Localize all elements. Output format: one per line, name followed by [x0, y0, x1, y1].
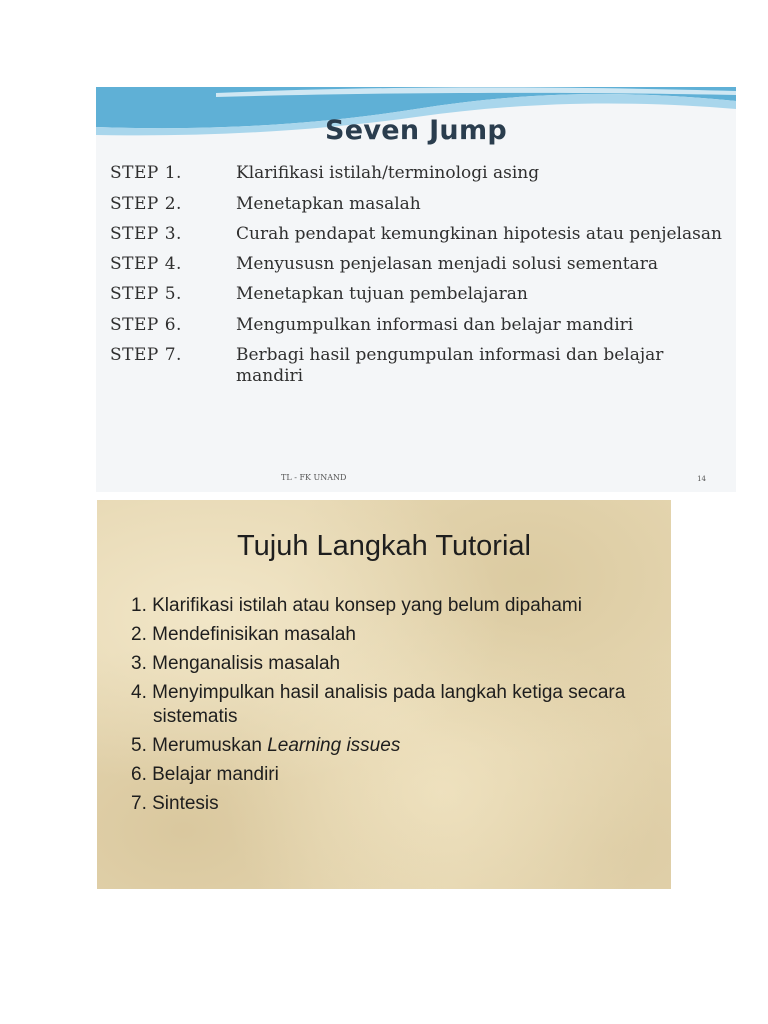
step-label: STEP 6. — [110, 315, 182, 335]
list-item-text: 5. Merumuskan — [131, 735, 268, 756]
list-item-text: 3. Menganalisis masalah — [131, 653, 341, 674]
step-row — [110, 194, 730, 215]
step-row — [110, 254, 730, 275]
step-text: Curah pendapat kemungkinan hipotesis atau penjelasan — [236, 224, 722, 244]
list-item-text: 4. Menyimpulkan hasil analisis pada langkah ketiga secara sistematis — [131, 682, 626, 727]
slide-footer: TL - FK UNAND — [281, 473, 347, 482]
step-label: STEP 7. — [110, 345, 182, 365]
list-item — [131, 594, 651, 618]
list-item — [131, 623, 651, 647]
list-item — [131, 792, 651, 816]
list-item — [131, 763, 651, 787]
step-row — [110, 163, 730, 184]
list-item — [131, 681, 651, 729]
step-label: STEP 4. — [110, 254, 182, 274]
step-label: STEP 3. — [110, 224, 182, 244]
step-row — [110, 345, 730, 387]
list-item-text: 7. Sintesis — [131, 793, 219, 814]
slide-title: Seven Jump — [324, 115, 508, 146]
step-row — [110, 284, 730, 305]
step-row — [110, 315, 730, 336]
slide-tujuh-langkah — [97, 500, 671, 889]
step-text: Klarifikasi istilah/terminologi asing — [236, 163, 540, 183]
slide-seven-jump — [96, 87, 736, 492]
step-text: Menyususn penjelasan menjadi solusi sementara — [236, 254, 659, 274]
tutorial-step-list — [131, 594, 651, 821]
step-text: Menetapkan masalah — [236, 194, 421, 214]
step-label: STEP 2. — [110, 194, 182, 214]
page-number: 14 — [697, 475, 706, 483]
slide-title: Tujuh Langkah Tutorial — [237, 530, 531, 562]
step-text: Berbagi hasil pengumpulan informasi dan belajar mandiri — [236, 345, 664, 386]
step-label: STEP 5. — [110, 284, 182, 304]
step-row — [110, 224, 730, 245]
list-item — [131, 734, 651, 758]
list-item-text: 6. Belajar mandiri — [131, 764, 279, 785]
list-item-text: 1. Klarifikasi istilah atau konsep yang belum dipahami — [131, 595, 582, 616]
step-list — [110, 163, 730, 396]
list-item-text: 2. Mendefinisikan masalah — [131, 624, 356, 645]
list-item — [131, 652, 651, 676]
list-item-emphasis: Learning issues — [267, 735, 401, 756]
step-label: STEP 1. — [110, 163, 182, 183]
step-text: Mengumpulkan informasi dan belajar mandiri — [236, 315, 634, 335]
step-text: Menetapkan tujuan pembelajaran — [236, 284, 528, 304]
